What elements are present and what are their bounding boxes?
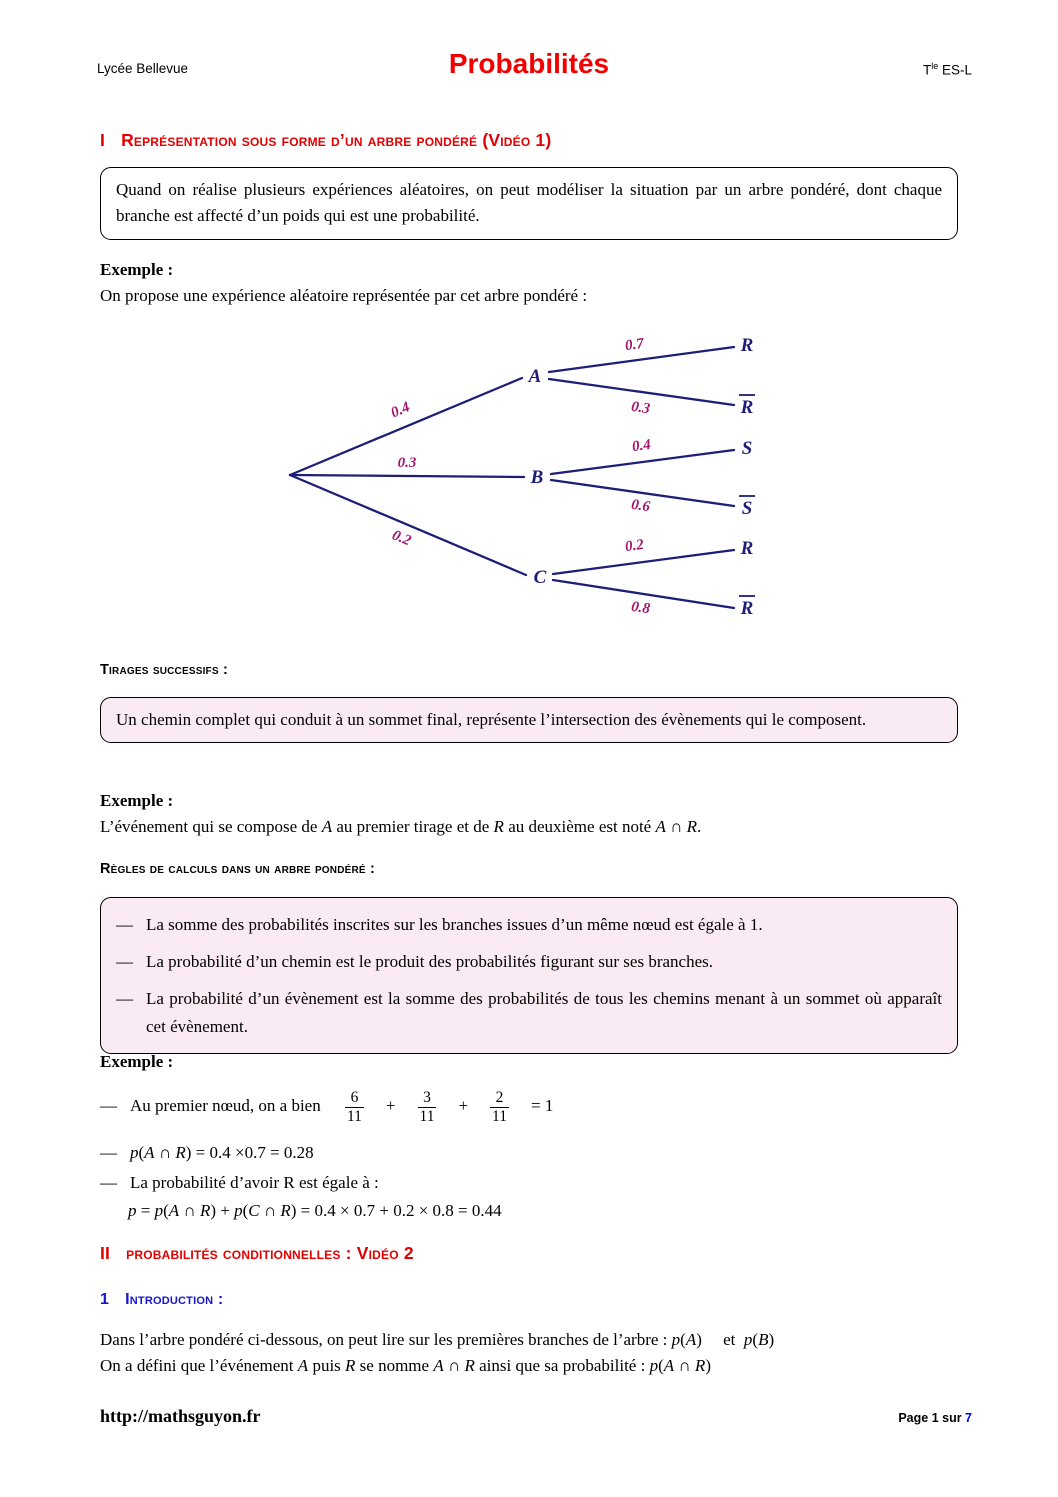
item-1-text: Au premier nœud, on a bien <box>130 1096 325 1116</box>
fraction <box>418 1089 437 1126</box>
regles-item <box>116 985 942 1039</box>
definition-box <box>100 167 958 240</box>
text-run: ) = 0.4 × 0.7 + 0.2 × 0.8 = 0.44 <box>290 1201 502 1220</box>
example-1-intro: On propose une expérience aléatoire représentée par cet arbre pondéré : <box>100 286 588 305</box>
probability-tree-diagram <box>272 322 772 634</box>
text-run: . <box>697 817 702 836</box>
math-variable: p <box>649 1356 659 1375</box>
math-variable: R <box>464 1356 475 1375</box>
tree-node-label: R <box>740 397 754 418</box>
intro-paragraph-line-1 <box>100 1327 774 1353</box>
subsection-1-title: Introduction : <box>125 1291 224 1308</box>
fraction-denominator: 11 <box>419 1107 435 1125</box>
class-sup: le <box>931 61 939 71</box>
fraction <box>490 1089 509 1126</box>
tree-node-label: A <box>528 366 542 387</box>
tree-node-label: R <box>740 538 754 559</box>
text-run: ) <box>705 1356 711 1375</box>
tree-branch-weight: 0.3 <box>630 398 651 418</box>
math-variable: C <box>248 1201 260 1220</box>
text-run: ( <box>163 1201 169 1220</box>
math-variable: p <box>671 1330 681 1349</box>
text-run: Dans l’arbre pondéré ci-dessous, on peut lire sur les premières branches de l’arbre : <box>100 1330 672 1349</box>
text-run: On a défini que l’événement <box>100 1356 298 1375</box>
bullet-dash: — <box>116 915 133 934</box>
tree-node-label: B <box>530 467 544 488</box>
bullet-dash: — <box>100 1173 117 1192</box>
footer-url-link[interactable]: http://mathsguyon.fr <box>100 1406 261 1426</box>
bullet-dash: — <box>100 1143 117 1162</box>
example-3-item-2 <box>100 1143 314 1163</box>
text-run: ∩ <box>259 1201 281 1220</box>
plus-sign: + <box>385 1096 396 1116</box>
text-run: ) = 0.4 ×0.7 = 0.28 <box>185 1143 314 1162</box>
example-3-item-3 <box>100 1173 379 1193</box>
tree-branch-weight: 0.4 <box>631 436 652 456</box>
tree-branch-weight: 0.6 <box>630 496 651 516</box>
text-run: au deuxième est noté <box>503 817 656 836</box>
tree-branch-weight: 0.3 <box>397 455 417 471</box>
text-run: et <box>701 1330 744 1349</box>
math-variable: A <box>685 1330 697 1349</box>
text-run: = <box>136 1201 155 1220</box>
fraction-denominator: 11 <box>346 1107 362 1125</box>
section-1-number: I <box>100 130 106 150</box>
tree-branch-weight: 0.2 <box>624 536 645 556</box>
regles-box <box>100 897 958 1054</box>
item-2-equation <box>130 1143 314 1163</box>
tree-branch-weight: 0.4 <box>388 399 413 422</box>
regles-item-text: La somme des probabilités inscrites sur les branches issues d’un même nœud est égale à 1. <box>146 915 763 934</box>
fraction-denominator: 11 <box>492 1107 507 1125</box>
math-variable: R <box>280 1201 291 1220</box>
section-2-number: II <box>100 1243 111 1263</box>
page-indicator-number: 7 <box>965 1411 972 1425</box>
tree-node-label: S <box>741 498 753 519</box>
math-variable: A <box>321 817 333 836</box>
tirages-box <box>100 697 958 743</box>
math-variable: A <box>168 1201 180 1220</box>
text-run: ∩ <box>674 1356 695 1375</box>
text-run: ainsi que sa probabilité : <box>474 1356 650 1375</box>
regles-item <box>116 948 942 975</box>
text-run: ) + <box>210 1201 235 1220</box>
tree-branch <box>290 475 524 477</box>
page-indicator <box>898 1411 972 1425</box>
text-run: puis <box>308 1356 346 1375</box>
tree-branch-weight: 0.8 <box>630 598 651 618</box>
bullet-dash: — <box>100 1096 117 1116</box>
example-2-text <box>100 814 701 840</box>
math-variable: A <box>297 1356 309 1375</box>
section-2-title: probabilités conditionnelles : Vidéo 2 <box>126 1243 414 1263</box>
class-label <box>923 61 972 78</box>
page-indicator-label: Page 1 sur <box>898 1411 966 1425</box>
math-variable: p <box>743 1330 753 1349</box>
tirages-text: Un chemin complet qui conduit à un sommet final, représente l’intersection des évènements qui le composent. <box>116 710 867 729</box>
math-variable: R <box>345 1356 356 1375</box>
math-variable: p <box>130 1143 139 1162</box>
fraction-numerator: 3 <box>423 1089 431 1106</box>
example-2-label: Exemple : <box>100 791 174 810</box>
class-prefix: T <box>922 62 932 78</box>
school-name: Lycée Bellevue <box>97 61 189 76</box>
tree-node-label: C <box>533 567 547 588</box>
fraction-numerator: 6 <box>350 1089 359 1106</box>
text-run: L’événement qui se compose de <box>100 817 322 836</box>
tree-branch-weight: 0.2 <box>389 527 414 550</box>
text-run: ) <box>696 1330 702 1349</box>
text-run: se nomme <box>355 1356 434 1375</box>
math-variable: R <box>199 1201 211 1220</box>
math-variable: R <box>493 817 504 836</box>
section-1-title: Représentation sous forme d’un arbre pondéré (Vidéo 1) <box>121 130 552 150</box>
math-variable: A <box>144 1143 155 1162</box>
intro-paragraph-line-2 <box>100 1353 711 1379</box>
tree-node-label: S <box>741 438 753 459</box>
bullet-dash: — <box>116 952 133 972</box>
tree-branch <box>553 550 734 574</box>
regles-heading: Règles de calculs dans un arbre pondéré : <box>100 861 376 877</box>
equals-result: = 1 <box>530 1096 554 1116</box>
tree-branch-weight: 0.7 <box>624 335 645 355</box>
tree-branch <box>290 475 526 575</box>
math-variable: p <box>128 1201 137 1220</box>
math-variable: A <box>663 1356 675 1375</box>
text-run: ∩ <box>154 1143 176 1162</box>
text-run: ( <box>658 1356 664 1375</box>
math-variable: p <box>234 1201 243 1220</box>
text-run: ∩ <box>443 1356 465 1375</box>
regles-item-text: La probabilité d’un évènement est la somme des probabilités de tous les chemins menant à un sommet où apparaît cet évènement. <box>146 989 942 1036</box>
subsection-1-number: 1 <box>100 1291 110 1308</box>
tirages-heading: Tirages successifs : <box>100 662 228 678</box>
item-3-equation <box>128 1198 502 1224</box>
text-run: ( <box>680 1330 686 1349</box>
page-title: Probabilités <box>448 48 610 79</box>
tree-node-label: R <box>740 335 754 356</box>
text-run: ) <box>768 1330 775 1349</box>
example-1-label: Exemple : <box>100 260 174 279</box>
definition-text: Quand on réalise plusieurs expériences aléatoires, on peut modéliser la situation par un arbre pondéré, dont chaque branche est affecté d’un poids qui est une probabilité. <box>116 180 942 226</box>
section-1-heading <box>100 130 551 151</box>
section-2-heading <box>100 1243 414 1264</box>
fraction <box>345 1089 364 1126</box>
math-variable: R <box>175 1143 186 1162</box>
math-variable: A <box>433 1356 444 1375</box>
fraction-numerator: 2 <box>495 1089 504 1106</box>
math-variable: B <box>758 1330 769 1349</box>
class-suffix: ES-L <box>938 62 972 78</box>
plus-sign: + <box>458 1096 469 1116</box>
regles-item-text: La probabilité d’un chemin est le produit des probabilités figurant sur ses branches. <box>146 952 713 972</box>
text-run: au premier tirage et de <box>332 817 494 836</box>
item-3-text: La probabilité d’avoir R est égale à : <box>130 1173 379 1192</box>
text-run: ( <box>242 1201 249 1220</box>
example-3-label: Exemple : <box>100 1052 174 1071</box>
text-run: ( <box>138 1143 145 1162</box>
math-variable: A <box>655 817 666 836</box>
text-run: ∩ <box>665 817 687 836</box>
subsection-1-heading <box>100 1291 223 1309</box>
bullet-dash: — <box>116 989 133 1009</box>
math-variable: R <box>686 817 698 836</box>
text-run: ( <box>752 1330 759 1349</box>
text-run: ∩ <box>179 1201 200 1220</box>
math-variable: p <box>154 1201 164 1220</box>
tree-node-label: R <box>740 598 754 619</box>
math-variable: R <box>694 1356 706 1375</box>
example-3-item-1 <box>100 1088 555 1125</box>
regles-item <box>116 911 942 938</box>
